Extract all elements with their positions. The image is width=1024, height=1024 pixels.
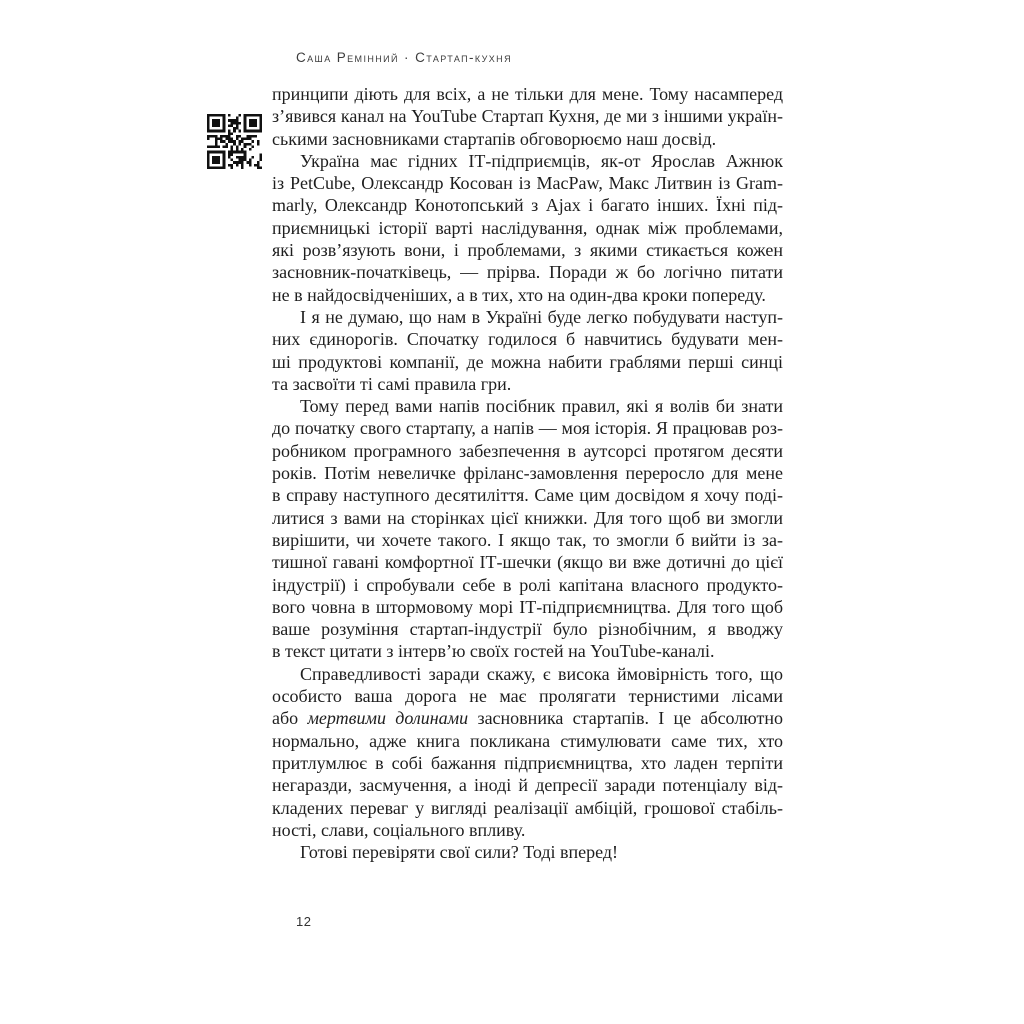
text-line: до початку свого стартапу, а напів — моя історія. Я працював роз- bbox=[272, 418, 783, 439]
text-line: литися з вами на сторінках цієї книжки. Для того щоб ви змогли bbox=[272, 507, 783, 528]
text-line: тишної гавані комфортної ІТ-шечки (якщо ви вже дотичні до цієї bbox=[272, 552, 783, 573]
text-line: та засвоїти ті самі правила гри. bbox=[272, 373, 512, 394]
text-line: в текст цитати з інтерв’ю своїх гостей на YouTube-каналі. bbox=[272, 641, 715, 662]
paragraph bbox=[272, 663, 783, 841]
text-line: них єдинорогів. Спочатку годилося б навчитись будувати мен- bbox=[272, 329, 783, 350]
qr-code-icon bbox=[207, 114, 262, 169]
paragraph bbox=[272, 83, 783, 150]
text-line: Справедливості заради скажу, є висока ймовірність того, що bbox=[300, 663, 783, 684]
paragraph bbox=[272, 150, 783, 306]
body-text-column bbox=[272, 83, 783, 863]
text-line: кладених переваг у вигляді реалізації амбіцій, грошової стабіль- bbox=[272, 797, 783, 818]
text-line: із PetCube, Олександр Косован із MacPaw, Макс Литвин із Gram- bbox=[272, 173, 783, 194]
text-line: вого човна в штормовому морі ІТ-підприємництва. Для того щоб bbox=[272, 596, 783, 617]
text-line: Готові перевіряти свої сили? Тоді вперед! bbox=[300, 842, 619, 863]
text-line: років. Потім невеличке фріланс-замовлення переросло для мене bbox=[272, 463, 783, 484]
page-number: 12 bbox=[296, 914, 312, 929]
text-line: негаразди, засмучення, а іноді й депресії заради потенціалу від- bbox=[272, 775, 783, 796]
text-line: які розв’язують вони, і проблемами, з якими стикається кожен bbox=[272, 240, 783, 261]
text-line: робником програмного забезпечення в аутсорсі протягом десяти bbox=[272, 440, 783, 461]
text-line: ші продуктові компанії, де можна набити граблями перші синці bbox=[272, 351, 783, 372]
text-line: нормально, адже книга покликана стимулювати саме тих, хто bbox=[272, 730, 783, 751]
text-line: індустрії) і спробували себе в ролі капітана власного продукто- bbox=[272, 574, 783, 595]
text-line: не в найдосвідченіших, а в тих, хто на один-два кроки попереду. bbox=[272, 284, 766, 305]
text-line: marly, Олександр Конотопський з Ajax і багато інших. Їхні під- bbox=[272, 195, 783, 216]
paragraph bbox=[272, 306, 783, 395]
text-line: ваше розуміння стартап-індустрії було різнобічним, я вводжу bbox=[272, 619, 783, 640]
paragraph bbox=[272, 841, 783, 863]
text-line: з’явився канал на YouTube Стартап Кухня, де ми з іншими україн- bbox=[272, 106, 783, 127]
text-line: Тому перед вами напів посібник правил, які я волів би знати bbox=[300, 396, 783, 417]
text-line: в справу наступного десятиліття. Саме цим досвідом я хочу поді- bbox=[272, 485, 783, 506]
text-line: І я не думаю, що нам в Україні буде легко побудувати наступ- bbox=[300, 306, 783, 327]
text-line: Україна має гідних ІТ-підприємців, як-от Ярослав Ажнюк bbox=[300, 150, 783, 171]
text-line: приємницькі історії варті наслідування, однак між проблемами, bbox=[272, 217, 783, 238]
text-line: вирішити, чи хочете такого. І якщо так, то змогли б вийти із за- bbox=[272, 529, 783, 550]
text-line: ності, слави, соціального впливу. bbox=[272, 819, 526, 840]
text-line: ськими засновниками стартапів обговорюємо наш досвід. bbox=[272, 128, 717, 149]
running-header: Саша Ремінний · Стартап-кухня bbox=[296, 50, 512, 65]
text-line: притлумлює в собі бажання підприємництва, хто ладен терпіти bbox=[272, 752, 783, 773]
text-line: засновник-початківець, — прірва. Поради ж бо логічно питати bbox=[272, 262, 783, 283]
text-line: принципи діють для всіх, а не тільки для мене. Тому насамперед bbox=[272, 84, 783, 104]
text-line: або мертвими долинами засновника стартапів. І це абсолютно bbox=[272, 708, 784, 729]
paragraph bbox=[272, 395, 783, 663]
text-line: особисто ваша дорога не має пролягати тернистими лісами bbox=[272, 686, 783, 707]
